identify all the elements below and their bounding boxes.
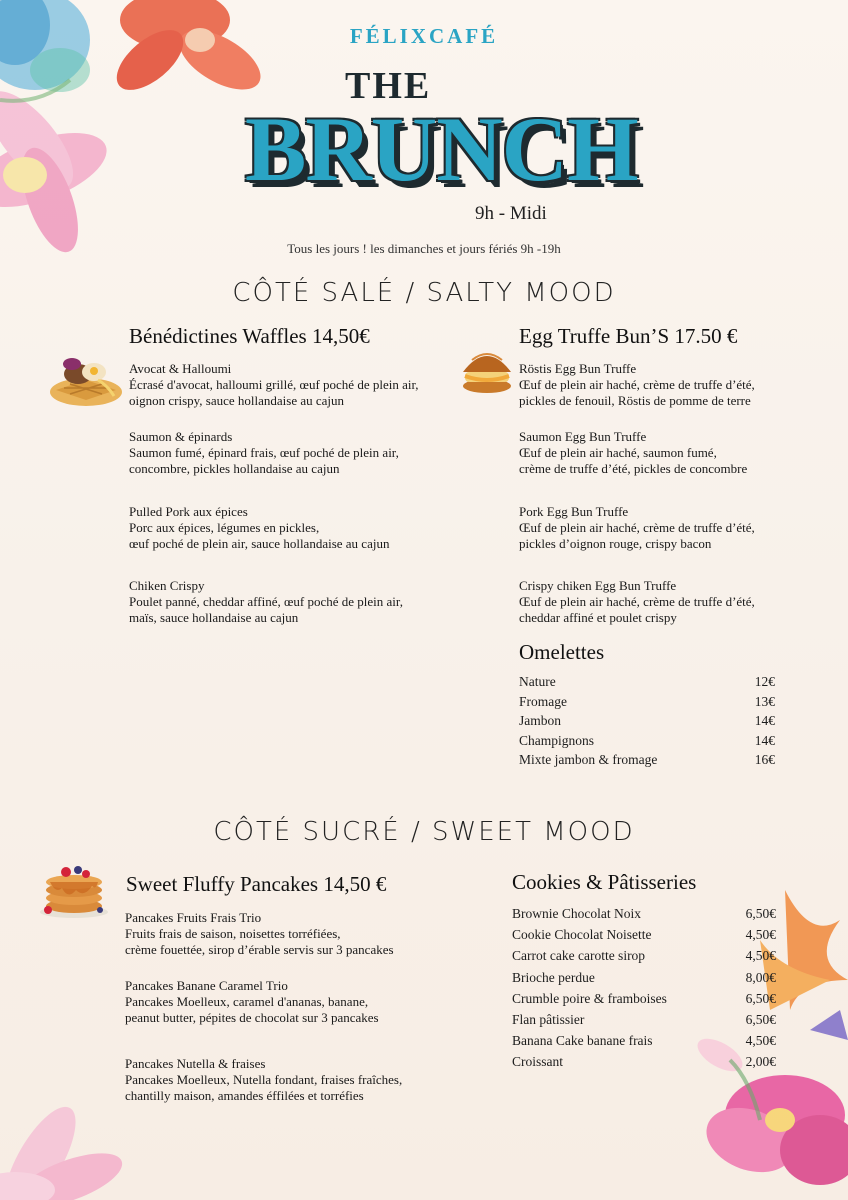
pancakes-title: Sweet Fluffy Pancakes 14,50 €: [126, 872, 387, 896]
item-price: 14€: [754, 732, 775, 748]
bun-item-1: [519, 361, 755, 409]
pastry-row: [512, 906, 776, 927]
item-name: Croissant: [512, 1054, 564, 1070]
item-description: Pancakes Moelleux, caramel d'ananas, banane,: [125, 994, 369, 1009]
item-name: Fromage: [519, 693, 567, 709]
item-description: Œuf de plein air haché, crème de truffe d’été,: [519, 594, 755, 609]
item-price: 4,50€: [745, 948, 776, 964]
item-name: Pulled Pork aux épices: [129, 504, 248, 519]
egg-bun-image: [460, 346, 514, 394]
item-description: cheddar affiné et poulet crispy: [519, 610, 677, 625]
waffle-dish-image: [48, 352, 124, 408]
item-description: Œuf de plein air haché, saumon fumé,: [519, 445, 717, 460]
sweet-section-title: CÔTÉ SUCRÉ / SWEET MOOD: [213, 817, 635, 847]
pastries-list: [512, 906, 776, 1076]
item-name: Pancakes Nutella & fraises: [125, 1056, 266, 1071]
opening-hours: 9h - Midi: [475, 203, 547, 224]
item-price: 8,00€: [745, 969, 776, 985]
item-description: Pancakes Moelleux, Nutella fondant, fraises fraîches,: [125, 1072, 403, 1087]
item-description: peanut butter, pépites de chocolat sur 3 pancakes: [125, 1010, 379, 1025]
buns-title: Egg Truffe Bun’S 17.50 €: [519, 324, 738, 348]
waffle-item-3: [129, 504, 389, 552]
item-price: 13€: [754, 693, 775, 709]
item-name: Avocat & Halloumi: [129, 361, 232, 376]
item-name: Nature: [519, 674, 556, 689]
pancake-item-1: [125, 910, 394, 958]
item-name: Chiken Crispy: [129, 578, 205, 593]
brunch-logo: [245, 60, 638, 240]
omelette-row: [519, 752, 775, 772]
item-description: crème fouettée, sirop d’érable servis sur 3 pancakes: [125, 942, 394, 957]
bun-item-4: [519, 578, 755, 626]
waffle-item-2: [129, 429, 399, 477]
bun-item-2: [519, 429, 747, 477]
pancake-item-2: [125, 978, 379, 1026]
item-description: pickles d’oignon rouge, crispy bacon: [519, 536, 712, 551]
item-price: 12€: [754, 674, 775, 689]
item-price: 14€: [754, 713, 775, 728]
pastry-row: [512, 927, 776, 948]
logo-the-text: THE: [345, 65, 432, 107]
item-name: Pancakes Banane Caramel Trio: [125, 978, 288, 993]
item-name: Cookie Chocolat Noisette: [512, 927, 652, 943]
item-price: 4,50€: [745, 927, 776, 943]
cafe-name: FÉLIXCAFÉ: [349, 24, 499, 48]
item-description: Fruits frais de saison, noisettes torréfiées,: [125, 926, 341, 941]
item-name: Crispy chiken Egg Bun Truffe: [519, 578, 677, 593]
pancakes-image: [36, 860, 112, 920]
item-description: œuf poché de plein air, sauce hollandaise au cajun: [129, 536, 390, 551]
item-description: Poulet panné, cheddar affiné, œuf poché de plein air,: [129, 594, 403, 609]
logo-brunch-text: BRUNCH: [245, 98, 638, 200]
item-price: 6,50€: [745, 990, 776, 1006]
pastry-row: [512, 970, 776, 991]
item-price: 6,50€: [745, 1011, 776, 1027]
item-name: Banana Cake banane frais: [512, 1033, 653, 1049]
omelette-row: [519, 733, 775, 753]
item-name: Brioche perdue: [512, 969, 595, 985]
waffle-item-4: [129, 578, 403, 626]
omelette-row: [519, 713, 775, 733]
pastry-row: [512, 1054, 776, 1075]
item-name: Saumon Egg Bun Truffe: [519, 429, 647, 444]
pastries-title: Cookies & Pâtisseries: [512, 870, 697, 894]
item-name: Brownie Chocolat Noix: [512, 906, 641, 921]
item-name: Mixte jambon & fromage: [519, 752, 658, 767]
item-description: chantilly maison, amandes éffilées et torréfies: [125, 1088, 364, 1103]
item-price: 6,50€: [745, 906, 776, 921]
item-name: Pancakes Fruits Frais Trio: [125, 910, 262, 925]
item-name: Jambon: [519, 713, 561, 728]
item-name: Crumble poire & framboises: [512, 990, 667, 1006]
opening-days-note: Tous les jours ! les dimanches et jours fériés 9h -19h: [287, 241, 561, 256]
pastry-row: [512, 948, 776, 969]
item-description: maïs, sauce hollandaise au cajun: [129, 610, 299, 625]
waffles-title: Bénédictines Waffles 14,50€: [129, 324, 370, 348]
item-description: Œuf de plein air haché, crème de truffe d’été,: [519, 377, 755, 392]
item-description: pickles de fenouil, Röstis de pomme de terre: [519, 393, 751, 408]
item-price: 16€: [754, 752, 775, 767]
item-description: Écrasé d'avocat, halloumi grillé, œuf poché de plein air,: [129, 377, 419, 392]
item-price: 4,50€: [745, 1033, 776, 1049]
omelettes-title: Omelettes: [519, 640, 605, 664]
item-description: Saumon fumé, épinard frais, œuf poché de plein air,: [129, 445, 399, 460]
item-name: Röstis Egg Bun Truffe: [519, 361, 637, 376]
item-description: concombre, pickles hollandaise au cajun: [129, 461, 340, 476]
pastry-row: [512, 1012, 776, 1033]
omelette-row: [519, 694, 775, 714]
item-description: oignon crispy, sauce hollandaise au cajun: [129, 393, 345, 408]
pastry-row: [512, 991, 776, 1012]
item-name: Saumon & épinards: [129, 429, 233, 444]
item-name: Champignons: [519, 732, 595, 748]
item-description: Œuf de plein air haché, crème de truffe d’été,: [519, 520, 755, 535]
salty-section-title: CÔTÉ SALÉ / SALTY MOOD: [232, 278, 616, 308]
omelette-row: [519, 674, 775, 694]
item-name: Flan pâtissier: [512, 1011, 585, 1027]
item-description: crème de truffe d’été, pickles de concombre: [519, 461, 748, 476]
item-description: Porc aux épices, légumes en pickles,: [129, 520, 320, 535]
bun-item-3: [519, 504, 755, 552]
pancake-item-3: [125, 1056, 402, 1104]
pastry-row: [512, 1033, 776, 1054]
waffle-item-1: [129, 361, 419, 409]
omelettes-list: [519, 674, 775, 772]
item-name: Carrot cake carotte sirop: [512, 948, 646, 964]
item-name: Pork Egg Bun Truffe: [519, 504, 629, 519]
item-price: 2,00€: [745, 1054, 776, 1070]
